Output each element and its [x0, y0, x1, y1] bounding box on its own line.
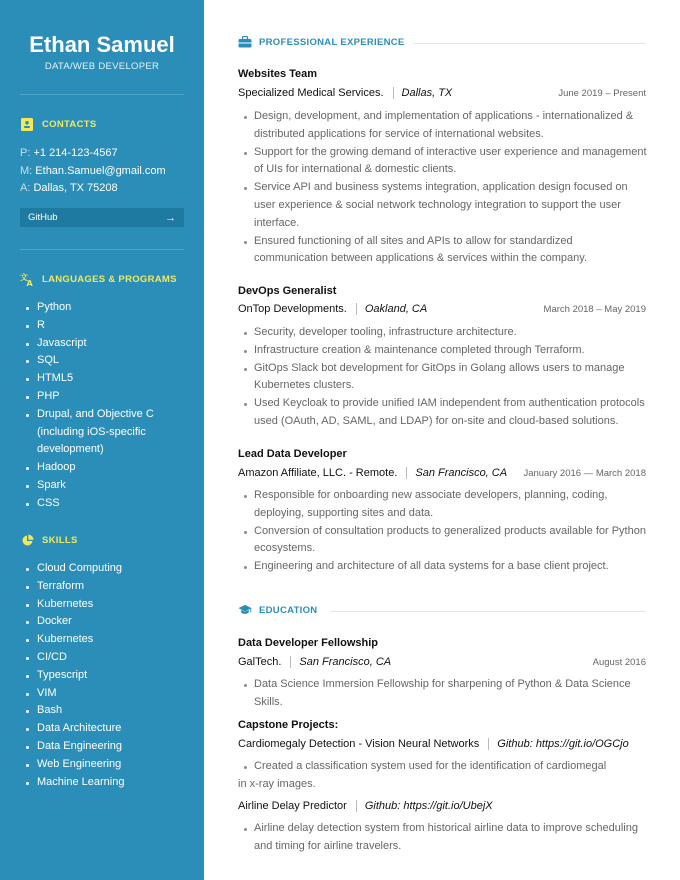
sidebar: [0, 0, 204, 880]
svg-text:文: 文: [20, 273, 28, 282]
project-link[interactable]: Github: https://git.io/UbejX: [364, 800, 493, 812]
languages-heading-label: LANGUAGES & PROGRAMS: [42, 273, 177, 285]
job-org: [238, 467, 507, 479]
svg-text:A: A: [26, 279, 33, 286]
heading-rule: [330, 611, 646, 612]
list-item: Javascript: [20, 335, 187, 353]
candidate-name: Ethan Samuel: [29, 32, 175, 57]
job-bullets: [238, 108, 648, 268]
education-program: Data Developer Fellowship: [238, 637, 378, 649]
education-dates: August 2016: [592, 657, 646, 668]
separator: [406, 467, 407, 479]
list-item: Bash: [20, 702, 187, 720]
list-item: Data Science Immersion Fellowship for sharpening of Python & Data Science Skills.: [238, 676, 648, 712]
list-item: Kubernetes: [20, 596, 187, 614]
github-label: GitHub: [28, 212, 58, 223]
list-item: Created a classification system used for the identification of cardiomegal: [238, 758, 648, 776]
separator: [356, 800, 357, 812]
education-bullets: [238, 676, 648, 712]
list-item: R: [20, 317, 187, 335]
contact-address: [20, 181, 118, 195]
contacts-heading-label: CONTACTS: [42, 118, 97, 130]
list-item: Typescript: [20, 667, 187, 685]
job-org: [238, 87, 452, 99]
job-location: Oakland, CA: [364, 303, 428, 315]
list-item: Cloud Computing: [20, 560, 187, 578]
list-item: Infrastructure creation & maintenance completed through Terraform.: [238, 342, 648, 360]
list-item: Service API and business systems integration, application design focused on user experience & social network technology integration to support the user interface.: [238, 179, 648, 232]
list-item: Hadoop: [20, 459, 187, 477]
project-name: Airline Delay Predictor: [238, 800, 347, 812]
list-item: Drupal, and Objective C (including iOS-specific development): [20, 406, 187, 459]
list-item: Security, developer tooling, infrastructure architecture.: [238, 324, 648, 342]
contacts-heading: [20, 116, 96, 132]
email-prefix: M:: [20, 165, 33, 177]
candidate-title: DATA/WEB DEVELOPER: [44, 61, 160, 72]
list-item: Airline delay detection system from historical airline data to improve scheduling and timing for airline travelers.: [238, 820, 648, 856]
pie-chart-icon: [20, 533, 34, 547]
job-company: Specialized Medical Services.: [238, 87, 384, 99]
project-title: [238, 800, 493, 812]
list-item: Engineering and architecture of all data systems for a base client project.: [238, 558, 648, 576]
education-org: [238, 656, 391, 668]
education-heading: [238, 602, 317, 618]
list-item: Ensured functioning of all sites and APIs to allow for standardized communication between applications & services within the company.: [238, 233, 648, 269]
list-item: Data Architecture: [20, 720, 187, 738]
education-location: San Francisco, CA: [299, 656, 392, 668]
job-location: San Francisco, CA: [415, 467, 508, 479]
job-company: Amazon Affiliate, LLC. - Remote.: [238, 467, 398, 479]
project-link[interactable]: Github: https://git.io/OGCjo: [497, 738, 629, 750]
list-item: HTML5: [20, 370, 187, 388]
job-role: Lead Data Developer: [238, 448, 347, 460]
project-bullets: [238, 820, 648, 856]
separator: [488, 738, 489, 750]
skills-heading: [20, 532, 78, 548]
list-item: Docker: [20, 613, 187, 631]
job-company: OnTop Developments.: [238, 303, 347, 315]
contact-phone: [20, 146, 118, 160]
list-item: Support for the growing demand of interactive user experience and management of UIs for international & domestic clients.: [238, 144, 648, 180]
separator: [290, 656, 291, 668]
languages-heading: [20, 271, 177, 287]
list-item: CSS: [20, 495, 187, 513]
contact-email: [20, 164, 166, 178]
divider: [20, 94, 184, 95]
list-item: GitOps Slack bot development for GitOps in Golang allows users to manage Kubernetes clusters.: [238, 360, 648, 396]
translate-icon: [20, 272, 34, 286]
list-item: Responsible for onboarding new associate developers, planning, coding, deploying, supporting sites and data.: [238, 487, 648, 523]
skills-heading-label: SKILLS: [42, 534, 78, 546]
phone-value: +1 214-123-4567: [33, 147, 118, 159]
education-school: GalTech.: [238, 656, 282, 668]
github-link-button[interactable]: [20, 208, 184, 227]
job-bullets: [238, 324, 648, 431]
skills-list: [20, 560, 187, 791]
list-item: Python: [20, 299, 187, 317]
experience-heading-label: PROFESSIONAL EXPERIENCE: [259, 36, 405, 48]
phone-prefix: P:: [20, 147, 31, 159]
list-item: Web Engineering: [20, 756, 187, 774]
capstone-heading: Capstone Projects:: [238, 719, 339, 731]
project-name: Cardiomegaly Detection - Vision Neural Networks: [238, 738, 480, 750]
briefcase-icon: [238, 35, 252, 49]
project-bullets: [238, 758, 648, 776]
list-item: CI/CD: [20, 649, 187, 667]
graduation-cap-icon: [238, 603, 252, 617]
separator: [356, 303, 357, 315]
job-role: DevOps Generalist: [238, 285, 337, 297]
email-value[interactable]: Ethan.Samuel@gmail.com: [35, 165, 166, 177]
list-item: Spark: [20, 477, 187, 495]
list-item: Data Engineering: [20, 738, 187, 756]
address-value: Dallas, TX 75208: [33, 182, 118, 194]
list-item: VIM: [20, 685, 187, 703]
list-item: Used Keycloak to provide unified IAM independent from authentication protocols used (OAuth, AD, SAML, and LDAP) for on-site and cloud-based solutions.: [238, 395, 648, 431]
divider: [20, 249, 184, 250]
address-prefix: A:: [20, 182, 31, 194]
job-dates: June 2019 – Present: [558, 88, 646, 99]
job-org: [238, 303, 427, 315]
list-item: SQL: [20, 352, 187, 370]
project-title: [238, 738, 629, 750]
job-dates: March 2018 – May 2019: [543, 304, 646, 315]
job-location: Dallas, TX: [401, 87, 453, 99]
education-heading-label: EDUCATION: [259, 604, 318, 616]
contact-card-icon: [20, 117, 34, 131]
languages-list: [20, 299, 187, 513]
list-item: Terraform: [20, 578, 187, 596]
separator: [393, 87, 394, 99]
project-bullet-continuation: in x-ray images.: [238, 778, 316, 790]
list-item: Design, development, and implementation of applications - internationalized & distributed applications for service of international websites.: [238, 108, 648, 144]
list-item: PHP: [20, 388, 187, 406]
list-item: Conversion of consultation products to generalized products available for Python ecosystems.: [238, 523, 648, 559]
list-item: Machine Learning: [20, 774, 187, 792]
arrow-right-icon: →: [165, 211, 176, 224]
experience-heading: [238, 34, 405, 50]
heading-rule: [414, 43, 646, 44]
job-role: Websites Team: [238, 68, 318, 80]
list-item: Kubernetes: [20, 631, 187, 649]
job-dates: January 2016 — March 2018: [523, 468, 646, 479]
job-bullets: [238, 487, 648, 576]
